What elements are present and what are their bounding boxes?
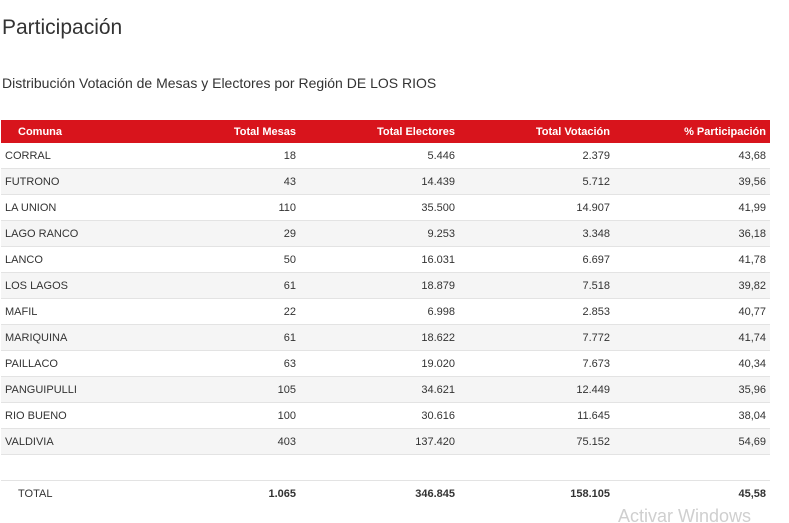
activation-watermark: Activar Windows bbox=[618, 506, 752, 523]
cell-comuna: CORRAL bbox=[1, 143, 172, 169]
cell-participacion: 41,99 bbox=[614, 195, 770, 221]
cell-total-mesas: 105 bbox=[172, 377, 300, 403]
cell-comuna: RIO BUENO bbox=[1, 403, 172, 429]
cell-total-votacion: 11.645 bbox=[459, 403, 614, 429]
cell-participacion: 41,74 bbox=[614, 325, 770, 351]
table-row bbox=[1, 377, 770, 403]
cell-total-electores: 14.439 bbox=[300, 169, 459, 195]
cell-total-electores: 35.500 bbox=[300, 195, 459, 221]
cell-total-mesas: 22 bbox=[172, 299, 300, 325]
table-row bbox=[1, 325, 770, 351]
table-row bbox=[1, 351, 770, 377]
cell-total-votacion: 3.348 bbox=[459, 221, 614, 247]
page-subtitle: Distribución Votación de Mesas y Electores por Región DE LOS RIOS bbox=[2, 75, 437, 91]
cell-comuna: PANGUIPULLI bbox=[1, 377, 172, 403]
cell-participacion: 36,18 bbox=[614, 221, 770, 247]
cell-comuna: LOS LAGOS bbox=[1, 273, 172, 299]
table-row bbox=[1, 143, 770, 169]
table-row bbox=[1, 273, 770, 299]
cell-total-mesas: 18 bbox=[172, 143, 300, 169]
cell-participacion: 39,56 bbox=[614, 169, 770, 195]
column-header-total-votacion[interactable]: Total Votación bbox=[459, 120, 614, 143]
cell-total-mesas: 29 bbox=[172, 221, 300, 247]
cell-total-votacion: 7.772 bbox=[459, 325, 614, 351]
table-row bbox=[1, 195, 770, 221]
cell-comuna: MAFIL bbox=[1, 299, 172, 325]
total-electores: 346.845 bbox=[300, 481, 459, 507]
cell-total-mesas: 50 bbox=[172, 247, 300, 273]
participation-table-container bbox=[1, 120, 770, 506]
cell-total-votacion: 12.449 bbox=[459, 377, 614, 403]
cell-total-mesas: 403 bbox=[172, 429, 300, 455]
table-header-row bbox=[1, 120, 770, 143]
cell-participacion: 43,68 bbox=[614, 143, 770, 169]
cell-total-electores: 137.420 bbox=[300, 429, 459, 455]
cell-total-votacion: 2.379 bbox=[459, 143, 614, 169]
participation-table bbox=[1, 120, 770, 506]
column-header-total-mesas[interactable]: Total Mesas bbox=[172, 120, 300, 143]
cell-comuna: PAILLACO bbox=[1, 351, 172, 377]
cell-comuna: LA UNION bbox=[1, 195, 172, 221]
cell-total-votacion: 14.907 bbox=[459, 195, 614, 221]
cell-total-votacion: 75.152 bbox=[459, 429, 614, 455]
cell-total-electores: 34.621 bbox=[300, 377, 459, 403]
cell-total-mesas: 43 bbox=[172, 169, 300, 195]
table-row bbox=[1, 403, 770, 429]
cell-total-electores: 6.998 bbox=[300, 299, 459, 325]
column-header-participacion[interactable]: % Participación bbox=[614, 120, 770, 143]
cell-participacion: 35,96 bbox=[614, 377, 770, 403]
cell-comuna: LANCO bbox=[1, 247, 172, 273]
column-header-comuna[interactable]: Comuna bbox=[1, 120, 172, 143]
cell-total-electores: 18.622 bbox=[300, 325, 459, 351]
cell-total-votacion: 7.518 bbox=[459, 273, 614, 299]
cell-comuna: VALDIVIA bbox=[1, 429, 172, 455]
total-label: TOTAL bbox=[1, 481, 172, 507]
cell-total-mesas: 61 bbox=[172, 325, 300, 351]
total-mesas: 1.065 bbox=[172, 481, 300, 507]
cell-participacion: 39,82 bbox=[614, 273, 770, 299]
cell-total-mesas: 63 bbox=[172, 351, 300, 377]
cell-participacion: 54,69 bbox=[614, 429, 770, 455]
cell-total-electores: 16.031 bbox=[300, 247, 459, 273]
cell-comuna: LAGO RANCO bbox=[1, 221, 172, 247]
table-total-row bbox=[1, 481, 770, 507]
table-row bbox=[1, 169, 770, 195]
cell-comuna: FUTRONO bbox=[1, 169, 172, 195]
cell-participacion: 40,77 bbox=[614, 299, 770, 325]
table-spacer-row bbox=[1, 455, 770, 481]
table-row bbox=[1, 247, 770, 273]
table-row bbox=[1, 429, 770, 455]
cell-total-electores: 5.446 bbox=[300, 143, 459, 169]
cell-total-mesas: 100 bbox=[172, 403, 300, 429]
table-row bbox=[1, 221, 770, 247]
table-body bbox=[1, 143, 770, 506]
cell-total-electores: 19.020 bbox=[300, 351, 459, 377]
cell-comuna: MARIQUINA bbox=[1, 325, 172, 351]
column-header-total-electores[interactable]: Total Electores bbox=[300, 120, 459, 143]
page-title: Participación bbox=[2, 16, 123, 39]
cell-total-votacion: 6.697 bbox=[459, 247, 614, 273]
cell-total-electores: 9.253 bbox=[300, 221, 459, 247]
cell-total-votacion: 5.712 bbox=[459, 169, 614, 195]
total-participacion: 45,58 bbox=[614, 481, 770, 507]
cell-total-electores: 18.879 bbox=[300, 273, 459, 299]
cell-total-mesas: 61 bbox=[172, 273, 300, 299]
total-votacion: 158.105 bbox=[459, 481, 614, 507]
cell-participacion: 38,04 bbox=[614, 403, 770, 429]
table-row bbox=[1, 299, 770, 325]
cell-total-mesas: 110 bbox=[172, 195, 300, 221]
cell-total-votacion: 2.853 bbox=[459, 299, 614, 325]
cell-participacion: 40,34 bbox=[614, 351, 770, 377]
cell-total-electores: 30.616 bbox=[300, 403, 459, 429]
cell-participacion: 41,78 bbox=[614, 247, 770, 273]
cell-total-votacion: 7.673 bbox=[459, 351, 614, 377]
